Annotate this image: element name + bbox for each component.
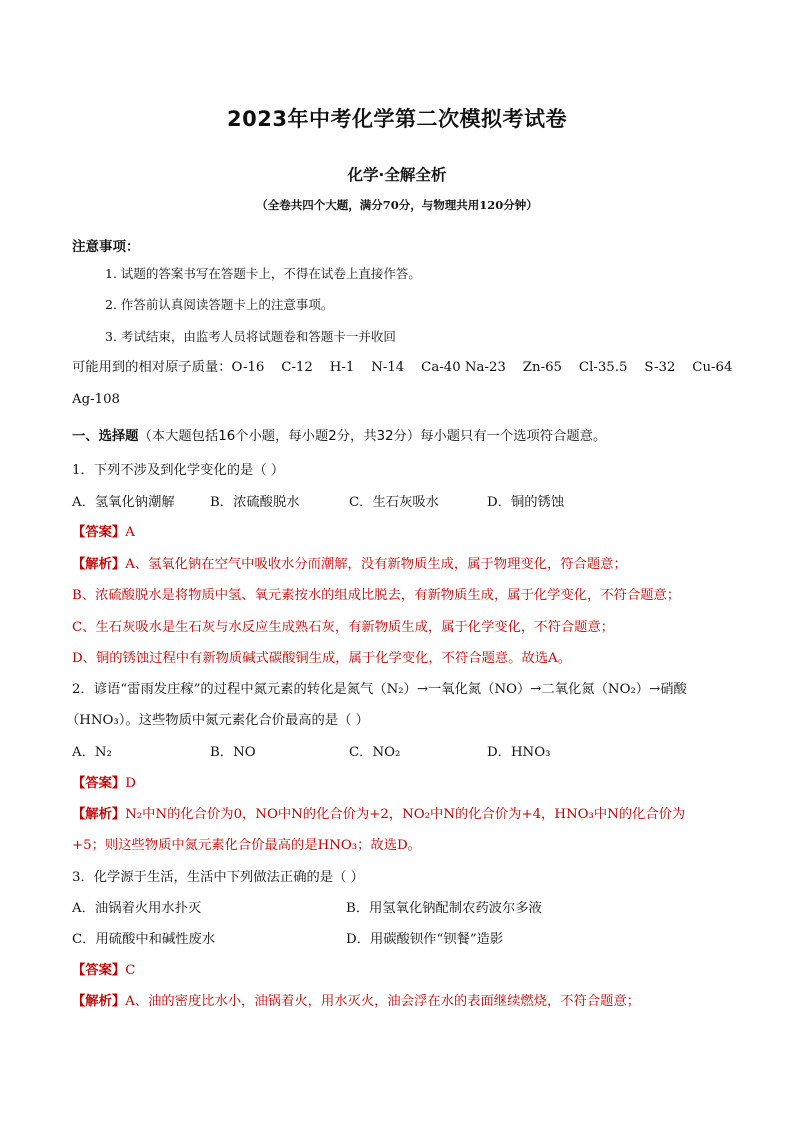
answer-line <box>72 523 732 543</box>
option-c: C．生石灰吸水 <box>349 495 439 510</box>
option-c: C．用硫酸中和碱性废水 <box>72 932 216 947</box>
option-d: D．用碳酸钡作“钡餐”造影 <box>346 932 504 947</box>
answer-line <box>72 961 732 981</box>
question-options <box>72 493 732 513</box>
notice-item: 3. 考试结束，由监考人员将试题卷和答题卡一并收回 <box>105 329 396 344</box>
analysis-text: B、浓硫酸脱水是将物质中氢、氧元素按水的组成比脱去，有新物质生成，属于化学变化，不符合题意； <box>72 588 681 603</box>
analysis-label: 【解析】 <box>72 807 126 822</box>
answer-label: 【答案】 <box>72 525 126 540</box>
page-subtitle: 化学·全解全析 <box>347 166 447 184</box>
analysis-text: A、油的密度比水小，油锅着火，用水灭火，油会浮在水的表面继续燃烧，不符合题意； <box>125 994 641 1009</box>
page-title: 2023年中考化学第二次模拟考试卷 <box>227 107 567 131</box>
option-b: B．用氢氧化钠配制农药波尔多液 <box>346 901 542 916</box>
analysis-text: D、铜的锈蚀过程中有新物质碱式碳酸铜生成，属于化学变化，不符合题意。故选A。 <box>72 651 571 666</box>
analysis-text: C、生石灰吸水是生石灰与水反应生成熟石灰，有新物质生成，属于化学变化，不符合题意； <box>72 620 615 635</box>
question-stem: 2．谚语“雷雨发庄稼”的过程中氮元素的转化是氮气（N₂）→一氧化氮（NO）→二氧化氮（NO₂）→硝酸 <box>72 682 687 697</box>
atomic-masses-line: 可能用到的相对原子质量：O-16 C-12 H-1 N-14 Ca-40 Na-23 Zn-65 Cl-35.5 S-32 Cu-64 <box>72 360 733 375</box>
question-options <box>72 930 732 950</box>
section-heading <box>72 427 732 447</box>
analysis-label: 【解析】 <box>72 994 126 1009</box>
analysis-text: +5；则这些物质中氮元素化合价最高的是HNO₃；故选D。 <box>72 838 421 853</box>
answer-line <box>72 774 732 794</box>
option-a: A．油锅着火用水扑灭 <box>72 901 202 916</box>
answer-value: A <box>125 525 135 540</box>
answer-label: 【答案】 <box>72 776 126 791</box>
analysis-text: A、氢氧化钠在空气中吸收水分而潮解，没有新物质生成，属于物理变化，符合题意； <box>125 557 627 572</box>
question-stem: 1．下列不涉及到化学变化的是（ ） <box>72 463 285 478</box>
option-d: D．铜的锈蚀 <box>487 495 565 510</box>
analysis-text: N₂中N的化合价为0，NO中N的化合价为+2，NO₂中N的化合价为+4，HNO₃中N的化合价为 <box>125 807 686 822</box>
atomic-masses-line: Ag-108 <box>72 392 120 407</box>
option-a: A．N₂ <box>72 745 112 760</box>
question-stem: （HNO₃）。这些物质中氮元素化合价最高的是（ ） <box>66 713 369 728</box>
question-options <box>72 743 732 763</box>
analysis-line <box>72 555 732 575</box>
option-d: D．HNO₃ <box>487 745 551 760</box>
answer-value: D <box>125 776 136 791</box>
answer-value: C <box>125 963 136 978</box>
analysis-label: 【解析】 <box>72 557 126 572</box>
analysis-line <box>72 805 732 825</box>
option-a: A．氢氧化钠潮解 <box>72 495 175 510</box>
option-c: C．NO₂ <box>349 745 401 760</box>
answer-label: 【答案】 <box>72 963 126 978</box>
analysis-line <box>72 992 732 1012</box>
exam-info: （全卷共四个大题，满分70分，与物理共用120分钟） <box>256 198 538 212</box>
notice-item: 2. 作答前认真阅读答题卡上的注意事项。 <box>105 297 334 312</box>
section-label: 一、选择题 <box>72 429 139 444</box>
question-stem: 3．化学源于生活，生活中下列做法正确的是（ ） <box>72 870 364 885</box>
notice-title: 注意事项： <box>72 239 140 255</box>
question-options <box>72 899 732 919</box>
option-b: B．浓硫酸脱水 <box>210 495 300 510</box>
notice-item: 1. 试题的答案书写在答题卡上，不得在试卷上直接作答。 <box>105 266 421 281</box>
section-description: （本大题包括16个小题，每小题2分，共32分）每小题只有一个选项符合题意。 <box>138 429 607 444</box>
option-b: B．NO <box>210 745 256 760</box>
